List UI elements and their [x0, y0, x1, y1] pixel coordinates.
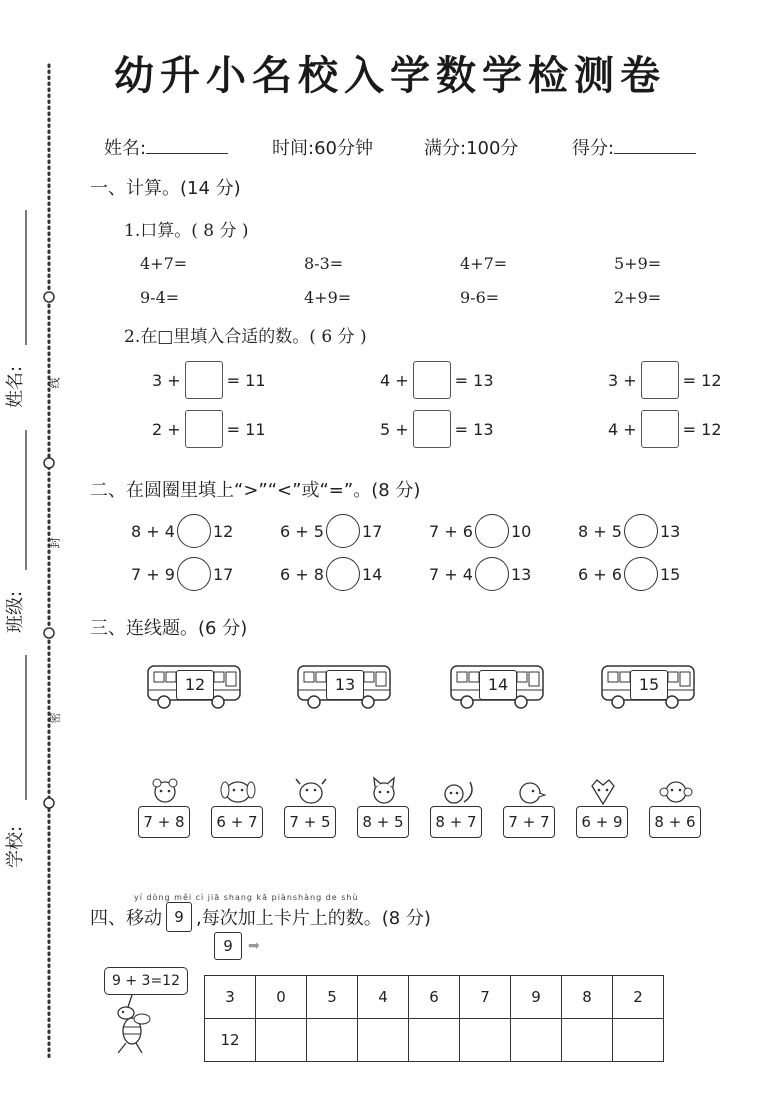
section4-heading: 四、移动 9 ,每次加上卡片上的数。(8 分): [90, 902, 431, 932]
addition-grid: [204, 975, 664, 1062]
grid-cell: 3: [205, 976, 256, 1019]
binding-class-label: 班级:: [5, 590, 26, 633]
answer-box[interactable]: [413, 361, 451, 399]
grid-row-answers: [205, 1019, 664, 1062]
answer-box[interactable]: [641, 361, 679, 399]
grid-table: [204, 975, 664, 1062]
binding-margin: [0, 0, 70, 1103]
compare-circle[interactable]: [177, 557, 211, 591]
seal-char-feng: 封: [48, 537, 62, 549]
cat-icon: [357, 776, 411, 806]
compare-circle[interactable]: [326, 557, 360, 591]
section1-heading: 一、计算。(14 分): [90, 178, 241, 199]
page-title: 幼升小名校入学数学检测卷: [114, 53, 666, 99]
compare-item: 7 + 4 13: [429, 557, 531, 591]
moving-card: [214, 932, 260, 960]
compare-item: 6 + 5 17: [280, 514, 382, 548]
compare-item: 7 + 6 10: [429, 514, 531, 548]
squirrel-icon: [430, 776, 484, 806]
fill-item: 5 + = 13: [380, 410, 494, 448]
expression-card: 8 + 7: [430, 806, 482, 838]
binding-dotted-line: [0, 0, 70, 1103]
chick-icon: [503, 776, 557, 806]
compare-item: 7 + 9 17: [131, 557, 233, 591]
expression-card: 7 + 7: [503, 806, 555, 838]
bus[interactable]: [146, 662, 242, 710]
grid-cell: 2: [613, 976, 664, 1019]
fill-item: 3 + = 11: [152, 361, 266, 399]
move-card-number: 9: [214, 932, 242, 960]
score-blank[interactable]: [614, 135, 696, 154]
card-number: 9: [166, 902, 192, 932]
grid-cell: 8: [562, 976, 613, 1019]
animal-card[interactable]: [284, 776, 338, 840]
bus-number: 15: [630, 670, 668, 700]
grid-answer-cell[interactable]: [307, 1019, 358, 1062]
grid-answer-cell[interactable]: [358, 1019, 409, 1062]
binding-name-label: 姓名:: [5, 365, 26, 408]
calc-item: 8-3=: [304, 254, 344, 273]
animal-card[interactable]: [138, 776, 192, 840]
bee-icon: [104, 995, 164, 1065]
bus[interactable]: [296, 662, 392, 710]
animal-card[interactable]: [576, 776, 630, 840]
compare-circle[interactable]: [624, 514, 658, 548]
calc-item: 2+9=: [614, 288, 662, 307]
seal-char-xian: 线: [48, 377, 62, 389]
animal-card[interactable]: [503, 776, 557, 840]
grid-cell: 9: [511, 976, 562, 1019]
grid-cell: 7: [460, 976, 511, 1019]
part1-heading: 1.口算。( 8 分 ): [124, 221, 249, 241]
compare-item: 8 + 4 12: [131, 514, 233, 548]
compare-circle[interactable]: [624, 557, 658, 591]
score-label: 得分:: [572, 134, 696, 160]
grid-cell: 5: [307, 976, 358, 1019]
compare-item: 6 + 8 14: [280, 557, 382, 591]
example-bubble: 9 + 3=12: [104, 967, 188, 995]
calc-item: 9-4=: [140, 288, 180, 307]
expression-card: 8 + 6: [649, 806, 701, 838]
part2-heading: 2.在□里填入合适的数。( 6 分 ): [124, 327, 367, 347]
binding-school-label: 学校:: [5, 825, 26, 868]
calc-item: 4+7=: [460, 254, 508, 273]
answer-box[interactable]: [185, 410, 223, 448]
grid-answer-cell[interactable]: [613, 1019, 664, 1062]
section2-heading: 二、在圆圈里填上“>”“<”或“=”。(8 分): [90, 480, 421, 501]
full-score-label: 满分:100分: [424, 138, 519, 159]
name-label: 姓名:: [104, 134, 228, 160]
animal-card[interactable]: [649, 776, 703, 840]
grid-answer-cell[interactable]: [460, 1019, 511, 1062]
calc-item: 9-6=: [460, 288, 500, 307]
dog-icon: [211, 776, 265, 806]
grid-answer-cell: 12: [205, 1019, 256, 1062]
monkey-icon: [649, 776, 703, 806]
calc-item: 4+9=: [304, 288, 352, 307]
answer-box[interactable]: [185, 361, 223, 399]
calc-item: 5+9=: [614, 254, 662, 273]
fill-item: 4 + = 13: [380, 361, 494, 399]
section4-pinyin: yí dòng měi cì jiā shang kǎ piànshàng de shù: [134, 893, 359, 902]
expression-card: 8 + 5: [357, 806, 409, 838]
compare-circle[interactable]: [475, 557, 509, 591]
grid-row-numbers: [205, 976, 664, 1019]
time-label: 时间:60分钟: [272, 138, 373, 159]
seal-char-mi: 密: [48, 712, 62, 724]
expression-card: 6 + 7: [211, 806, 263, 838]
animal-card[interactable]: [357, 776, 411, 840]
bus[interactable]: [449, 662, 545, 710]
arrow-right-icon: ➡: [248, 938, 260, 954]
fill-item: 3 + = 12: [608, 361, 722, 399]
cow-icon: [284, 776, 338, 806]
compare-item: 8 + 5 13: [578, 514, 680, 548]
grid-cell: 6: [409, 976, 460, 1019]
bus-number: 12: [176, 670, 214, 700]
grid-answer-cell[interactable]: [409, 1019, 460, 1062]
grid-answer-cell[interactable]: [511, 1019, 562, 1062]
answer-box[interactable]: [641, 410, 679, 448]
grid-answer-cell[interactable]: [562, 1019, 613, 1062]
fill-item: 2 + = 11: [152, 410, 266, 448]
animal-card[interactable]: [211, 776, 265, 840]
section3-heading: 三、连线题。(6 分): [90, 618, 248, 639]
compare-circle[interactable]: [177, 514, 211, 548]
answer-box[interactable]: [413, 410, 451, 448]
animal-card[interactable]: [430, 776, 484, 840]
calc-item: 4+7=: [140, 254, 188, 273]
grid-cell: 0: [256, 976, 307, 1019]
bus-number: 14: [479, 670, 517, 700]
grid-cell: 4: [358, 976, 409, 1019]
fill-item: 4 + = 12: [608, 410, 722, 448]
compare-circle[interactable]: [326, 514, 360, 548]
animal-icon: [138, 776, 192, 806]
compare-item: 6 + 6 15: [578, 557, 680, 591]
expression-card: 7 + 8: [138, 806, 190, 838]
grid-answer-cell[interactable]: [256, 1019, 307, 1062]
name-blank[interactable]: [146, 135, 228, 154]
expression-card: 6 + 9: [576, 806, 628, 838]
compare-circle[interactable]: [475, 514, 509, 548]
bus-number: 13: [326, 670, 364, 700]
bus[interactable]: [600, 662, 696, 710]
fox-icon: [576, 776, 630, 806]
expression-card: 7 + 5: [284, 806, 336, 838]
